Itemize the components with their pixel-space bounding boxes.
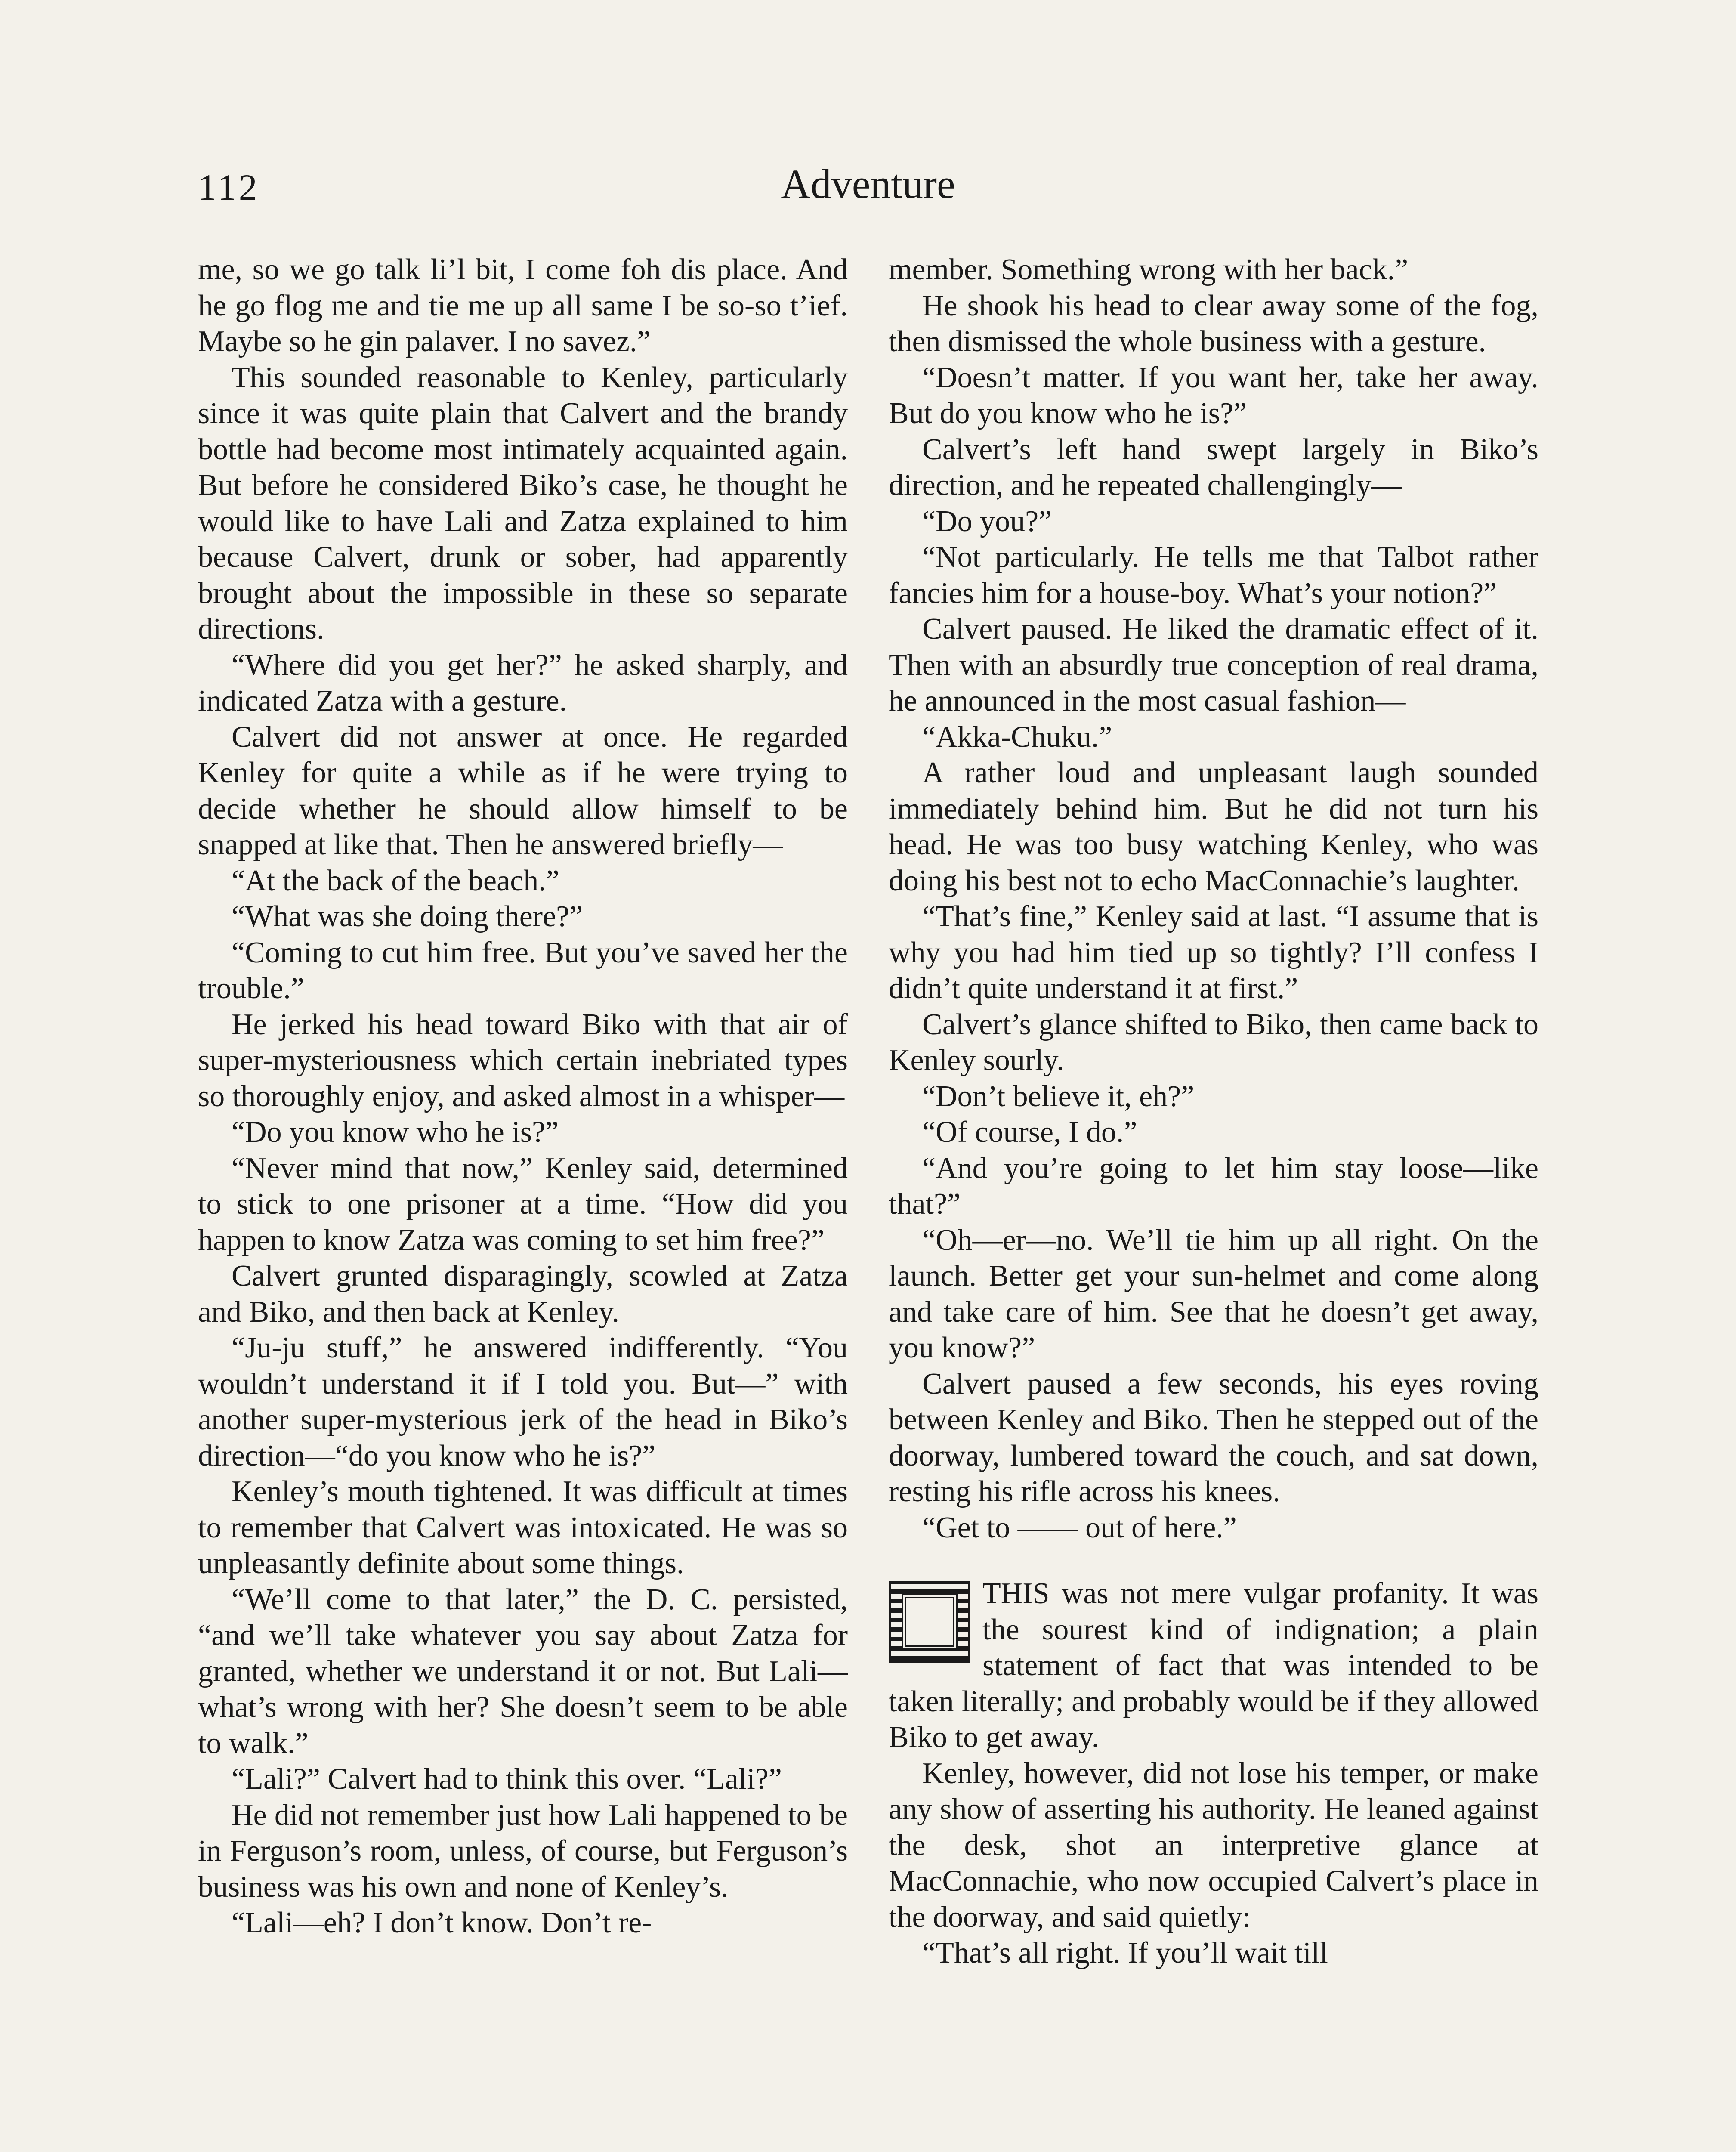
paragraph: “Of course, I do.”	[922, 1116, 1137, 1149]
paragraph: “Coming to cut him free. But you’ve saved her the trouble.”	[198, 936, 848, 1005]
paragraph: “Doesn’t matter. If you want her, take her away. But do you know who he is?”	[889, 361, 1538, 430]
paragraph: “Don’t believe it, eh?”	[922, 1079, 1195, 1113]
paragraph: “Do you?”	[922, 504, 1052, 538]
paragraph: “And you’re going to let him stay loose—like that?”	[889, 1151, 1538, 1221]
paragraph: Calvert grunted disparagingly, scowled at Zatza and Biko, and then back at Kenley.	[198, 1259, 848, 1329]
paragraph-text: THIS was not mere vulgar profanity. It was the sourest kind of indignation; a plain statement of fact that was intended to be taken literally; and probably would be if they allowed Biko to get away.	[889, 1577, 1538, 1754]
paragraph: He jerked his head toward Biko with that air of super-mysteriousness which certain inebriated types so thoroughly enjoy, and asked almost in a whisper—	[198, 1008, 848, 1113]
paragraph: “Lali—eh? I don’t know. Don’t re-	[232, 1906, 652, 1939]
paragraph: He did not remember just how Lali happened to be in Ferguson’s room, unless, of course, but Ferguson’s business was his own and none of Kenley’s.	[198, 1798, 848, 1904]
paragraph: “Ju-ju stuff,” he answered indifferently. “You wouldn’t understand it if I told you. But—” with another super-mysterious jerk of the head in Biko’s direction—“do you know who he is?”	[198, 1331, 848, 1472]
paragraph: “What was she doing there?”	[232, 900, 583, 933]
paragraph: me, so we go talk li’l bit, I come foh dis place. And he go flog me and tie me up all same I be so-so t’ief. Maybe so he gin palaver. I no savez.”	[198, 253, 848, 358]
paragraph: A rather loud and unpleasant laugh sounded immediately behind him. But he did not turn his head. He was too busy watching Kenley, who was doing his best not to echo MacConnachie’s laughter.	[889, 756, 1538, 897]
paragraph: Calvert’s left hand swept largely in Biko’s direction, and he repeated challengingly—	[889, 433, 1538, 502]
paragraph: “Akka-Chuku.”	[922, 720, 1112, 754]
paragraph: member. Something wrong with her back.”	[889, 253, 1409, 286]
left-column	[198, 252, 848, 1941]
right-column	[889, 252, 1538, 1971]
paragraph: “Where did you get her?” he asked sharply, and indicated Zatza with a gesture.	[198, 648, 848, 717]
paragraph: Kenley’s mouth tightened. It was difficult at times to remember that Calvert was intoxicated. He was so unpleasantly definite about some things.	[198, 1475, 848, 1580]
paragraph: Kenley, however, did not lose his temper, or make any show of asserting his authority. He leaned against the desk, shot an interpretive glance at MacConnachie, who now occupied Calvert’s place in the doorway, and said quietly:	[889, 1756, 1538, 1934]
paragraph: Calvert did not answer at once. He regarded Kenley for quite a while as if he were trying to decide whether he should allow himself to be snapped at like that. Then he answered briefly—	[198, 720, 848, 861]
paragraph: He shook his head to clear away some of the fog, then dismissed the whole business with a gesture.	[889, 289, 1538, 358]
paragraph: “At the back of the beach.”	[232, 864, 559, 897]
paragraph: This sounded reasonable to Kenley, particularly since it was quite plain that Calvert and the brandy bottle had become most intimately acquainted again. But before he considered Biko’s case, he thought he would like to have Lali and Zatza explained to him because Calvert, drunk or sober, had apparently brought about the impossible in these so separate directions.	[198, 361, 848, 646]
ornamental-drop-cap-icon	[889, 1581, 970, 1663]
paragraph: “That’s all right. If you’ll wait till	[922, 1936, 1328, 1970]
paragraph: “Lali?” Calvert had to think this over. “Lali?”	[232, 1762, 782, 1796]
paragraph: “Never mind that now,” Kenley said, determined to stick to one prisoner at a time. “How did you happen to know Zatza was coming to set him free?”	[198, 1151, 848, 1257]
paragraph: “Do you know who he is?”	[232, 1116, 559, 1149]
page-number: 112	[198, 167, 260, 208]
paragraph: Calvert paused a few seconds, his eyes roving between Kenley and Biko. Then he stepped out of the doorway, lumbered toward the couch, and sat down, resting his rifle across his knees.	[889, 1367, 1538, 1508]
paragraph: “Oh—er—no. We’ll tie him up all right. On the launch. Better get your sun-helmet and come along and take care of him. See that he doesn’t get away, you know?”	[889, 1223, 1538, 1364]
paragraph: “We’ll come to that later,” the D. C. persisted, “and we’ll take whatever you say about Zatza for granted, whether we understand it or not. But Lali—what’s wrong with her? She doesn’t seem to be able to walk.”	[198, 1583, 848, 1760]
paragraph: “Not particularly. He tells me that Talbot rather fancies him for a house-boy. What’s your notion?”	[889, 541, 1538, 610]
paragraph: “Get to —— out of here.”	[922, 1511, 1237, 1544]
paragraph: Calvert paused. He liked the dramatic effect of it. Then with an absurdly true conception of real drama, he announced in the most casual fashion—	[889, 612, 1538, 717]
paragraph: “That’s fine,” Kenley said at last. “I assume that is why you had him tied up so tightly? I’ll confess I didn’t quite understand it at first.”	[889, 900, 1538, 1005]
running-head: Adventure	[781, 161, 955, 207]
paragraph: Calvert’s glance shifted to Biko, then came back to Kenley sourly.	[889, 1008, 1538, 1077]
drop-cap-paragraph	[889, 1576, 1538, 1756]
